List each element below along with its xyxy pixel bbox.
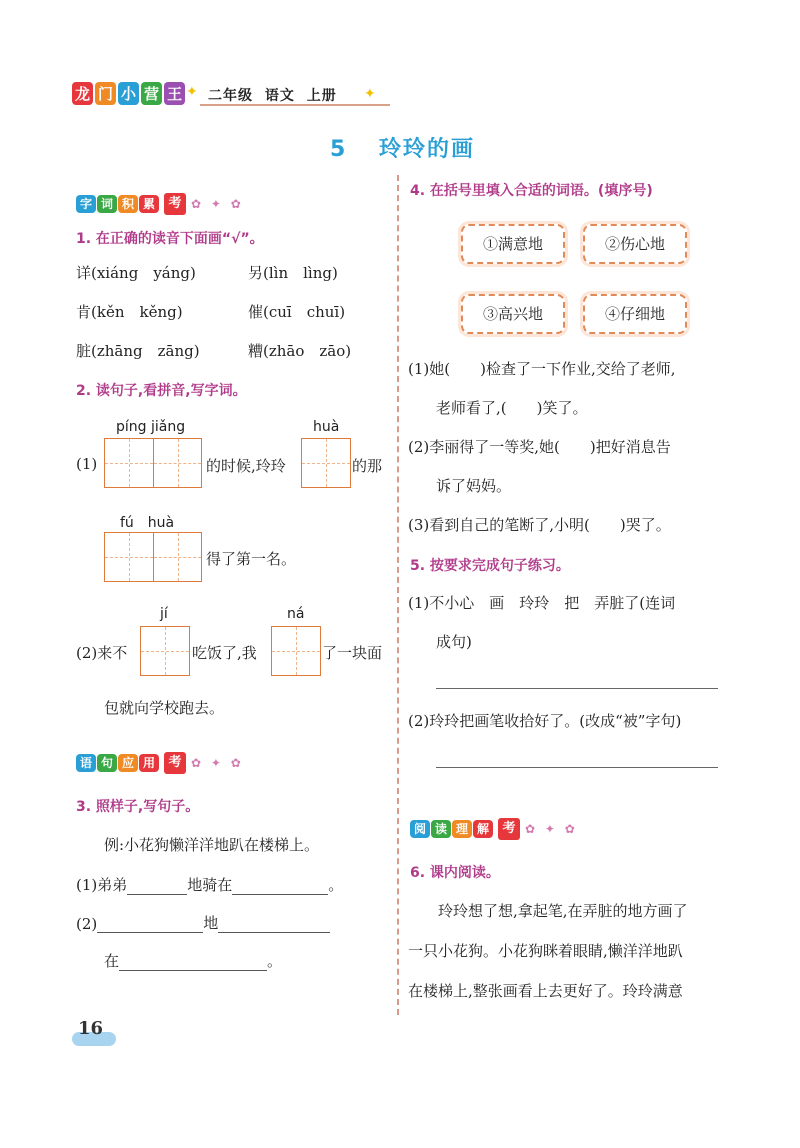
badge-char: 用 [139,754,159,772]
writing-cell[interactable] [105,439,153,487]
q4-sentence: (3)看到自己的笔断了,小明( )哭了。 [408,516,671,534]
badge-char: 句 [97,754,117,772]
writing-cell[interactable] [141,627,189,675]
q1-item: 肯(kěn kěng) [76,303,183,321]
answer-blank[interactable] [127,877,187,895]
writing-cell[interactable] [153,533,201,581]
q4-sentence: 诉了妈妈。 [436,477,512,495]
option-box: ③高兴地 [461,294,565,334]
kao-badge: 考 [164,193,186,215]
badge-char: 语 [76,754,96,772]
writing-cell[interactable] [272,627,320,675]
q3-text: 地 [203,914,219,932]
q2-text: 的时候,玲玲 [206,457,286,475]
badge-char: 累 [139,195,159,213]
writing-cell[interactable] [153,439,201,487]
kao-badge: 考 [164,752,186,774]
q1-item: 详(xiáng yáng) [76,264,196,282]
writing-grid[interactable] [271,626,321,676]
brand-char: 小 [118,82,139,105]
butterfly-icon: ✦ [186,84,198,100]
lesson-name: 玲玲的画 [378,137,475,162]
answer-line[interactable] [436,688,718,689]
q4-sentence: 老师看了,( )笑了。 [436,399,588,417]
lesson-number: 5 [330,137,348,162]
pinyin-hint: huà [313,419,340,435]
q3-text: 。 [267,952,283,970]
reading-passage-line: 一只小花狗。小花狗眯着眼睛,懒洋洋地趴 [408,942,683,960]
subject-label: 语文 [264,88,295,104]
q1-title: 1. 在正确的读音下面画“√”。 [76,231,264,247]
q1-item: 另(lìn lìng) [248,264,338,282]
brand-logo [72,82,185,105]
reading-passage-line: 玲玲想了想,拿起笔,在弄脏的地方画了 [438,902,688,920]
pinyin-hint: jí [160,606,168,622]
q3-example: 例:小花狗懒洋洋地趴在楼梯上。 [104,836,320,854]
header-book-info [208,85,337,105]
section-badge-sentences [76,752,244,774]
q1-item: 催(cuī chuī) [248,303,346,321]
writing-grid[interactable] [301,438,351,488]
q4-sentence: (2)李丽得了一等奖,她( )把好消息告 [408,438,671,456]
q3-text: 在 [104,952,120,970]
q4-title: 4. 在括号里填入合适的词语。(填序号) [410,183,653,199]
section-badge-vocabulary [76,193,244,215]
q5-sentence: 成句) [436,633,472,651]
q1-item: 糟(zhāo zāo) [248,342,352,360]
section-badge-reading [410,818,578,840]
writing-cell[interactable] [105,533,153,581]
q2-label: (1) [76,455,98,473]
q4-sentence: (1)她( )检查了一下作业,交给了老师, [408,360,676,378]
q2-text: 包就向学校跑去。 [104,699,225,717]
q3-title: 3. 照样子,写句子。 [76,799,200,815]
q2-text: (2)来不 [76,644,128,662]
brand-char: 王 [164,82,185,105]
writing-grid[interactable] [140,626,190,676]
writing-grid[interactable] [104,532,202,582]
q5-sentence: (2)玲玲把画笔收拾好了。(改成“被”字句) [408,712,682,730]
pinyin-hint: píng jiǎng [116,419,186,435]
writing-grid[interactable] [104,438,202,488]
badge-char: 解 [473,820,493,838]
q2-title: 2. 读句子,看拼音,写字词。 [76,383,247,399]
lesson-title [330,132,475,163]
badge-char: 阅 [410,820,430,838]
option-box: ①满意地 [461,224,565,264]
badge-char: 应 [118,754,138,772]
q3-text: (2) [76,915,98,933]
q2-text: 吃饭了,我 [192,644,257,662]
q2-text: 的那 [352,457,383,475]
butterfly-decoration-icon: ✿ ✦ ✿ [191,756,244,770]
column-divider [397,175,399,1015]
butterfly-icon: ✦ [364,86,376,102]
page-number: 16 [78,1018,104,1039]
q3-text: 地骑在 [187,876,233,894]
q2-text: 得了第一名。 [206,550,297,568]
q3-text: 。 [328,876,344,894]
q1-item: 脏(zhāng zāng) [76,342,200,360]
reading-passage-line: 在楼梯上,整张画看上去更好了。玲玲满意 [408,982,683,1000]
badge-char: 词 [97,195,117,213]
option-box: ②伤心地 [583,224,687,264]
q5-title: 5. 按要求完成句子练习。 [410,558,570,574]
pinyin-hint: fú huà [120,515,175,531]
q2-text: 了一块面 [322,644,383,662]
answer-blank[interactable] [119,953,267,971]
q3-line-3 [104,950,282,971]
brand-char: 营 [141,82,162,105]
q3-line-1 [76,874,343,895]
butterfly-decoration-icon: ✿ ✦ ✿ [191,197,244,211]
writing-cell[interactable] [302,439,350,487]
brand-char: 龙 [72,82,93,105]
kao-badge: 考 [498,818,520,840]
butterfly-decoration-icon: ✿ ✦ ✿ [525,822,578,836]
badge-char: 读 [431,820,451,838]
q3-line-2 [76,912,330,933]
option-box: ④仔细地 [583,294,687,334]
q6-title: 6. 课内阅读。 [410,865,500,881]
badge-char: 积 [118,195,138,213]
answer-blank[interactable] [232,877,328,895]
grade-label: 二年级 [208,88,253,104]
brand-char: 门 [95,82,116,105]
answer-blank[interactable] [218,915,330,933]
q5-sentence: (1)不小心 画 玲玲 把 弄脏了(连词 [408,594,676,612]
volume-label: 上册 [306,88,337,104]
pinyin-hint: ná [287,606,305,622]
answer-line[interactable] [436,767,718,768]
badge-char: 字 [76,195,96,213]
answer-blank[interactable] [97,915,203,933]
q3-text: (1)弟弟 [76,876,128,894]
badge-char: 理 [452,820,472,838]
